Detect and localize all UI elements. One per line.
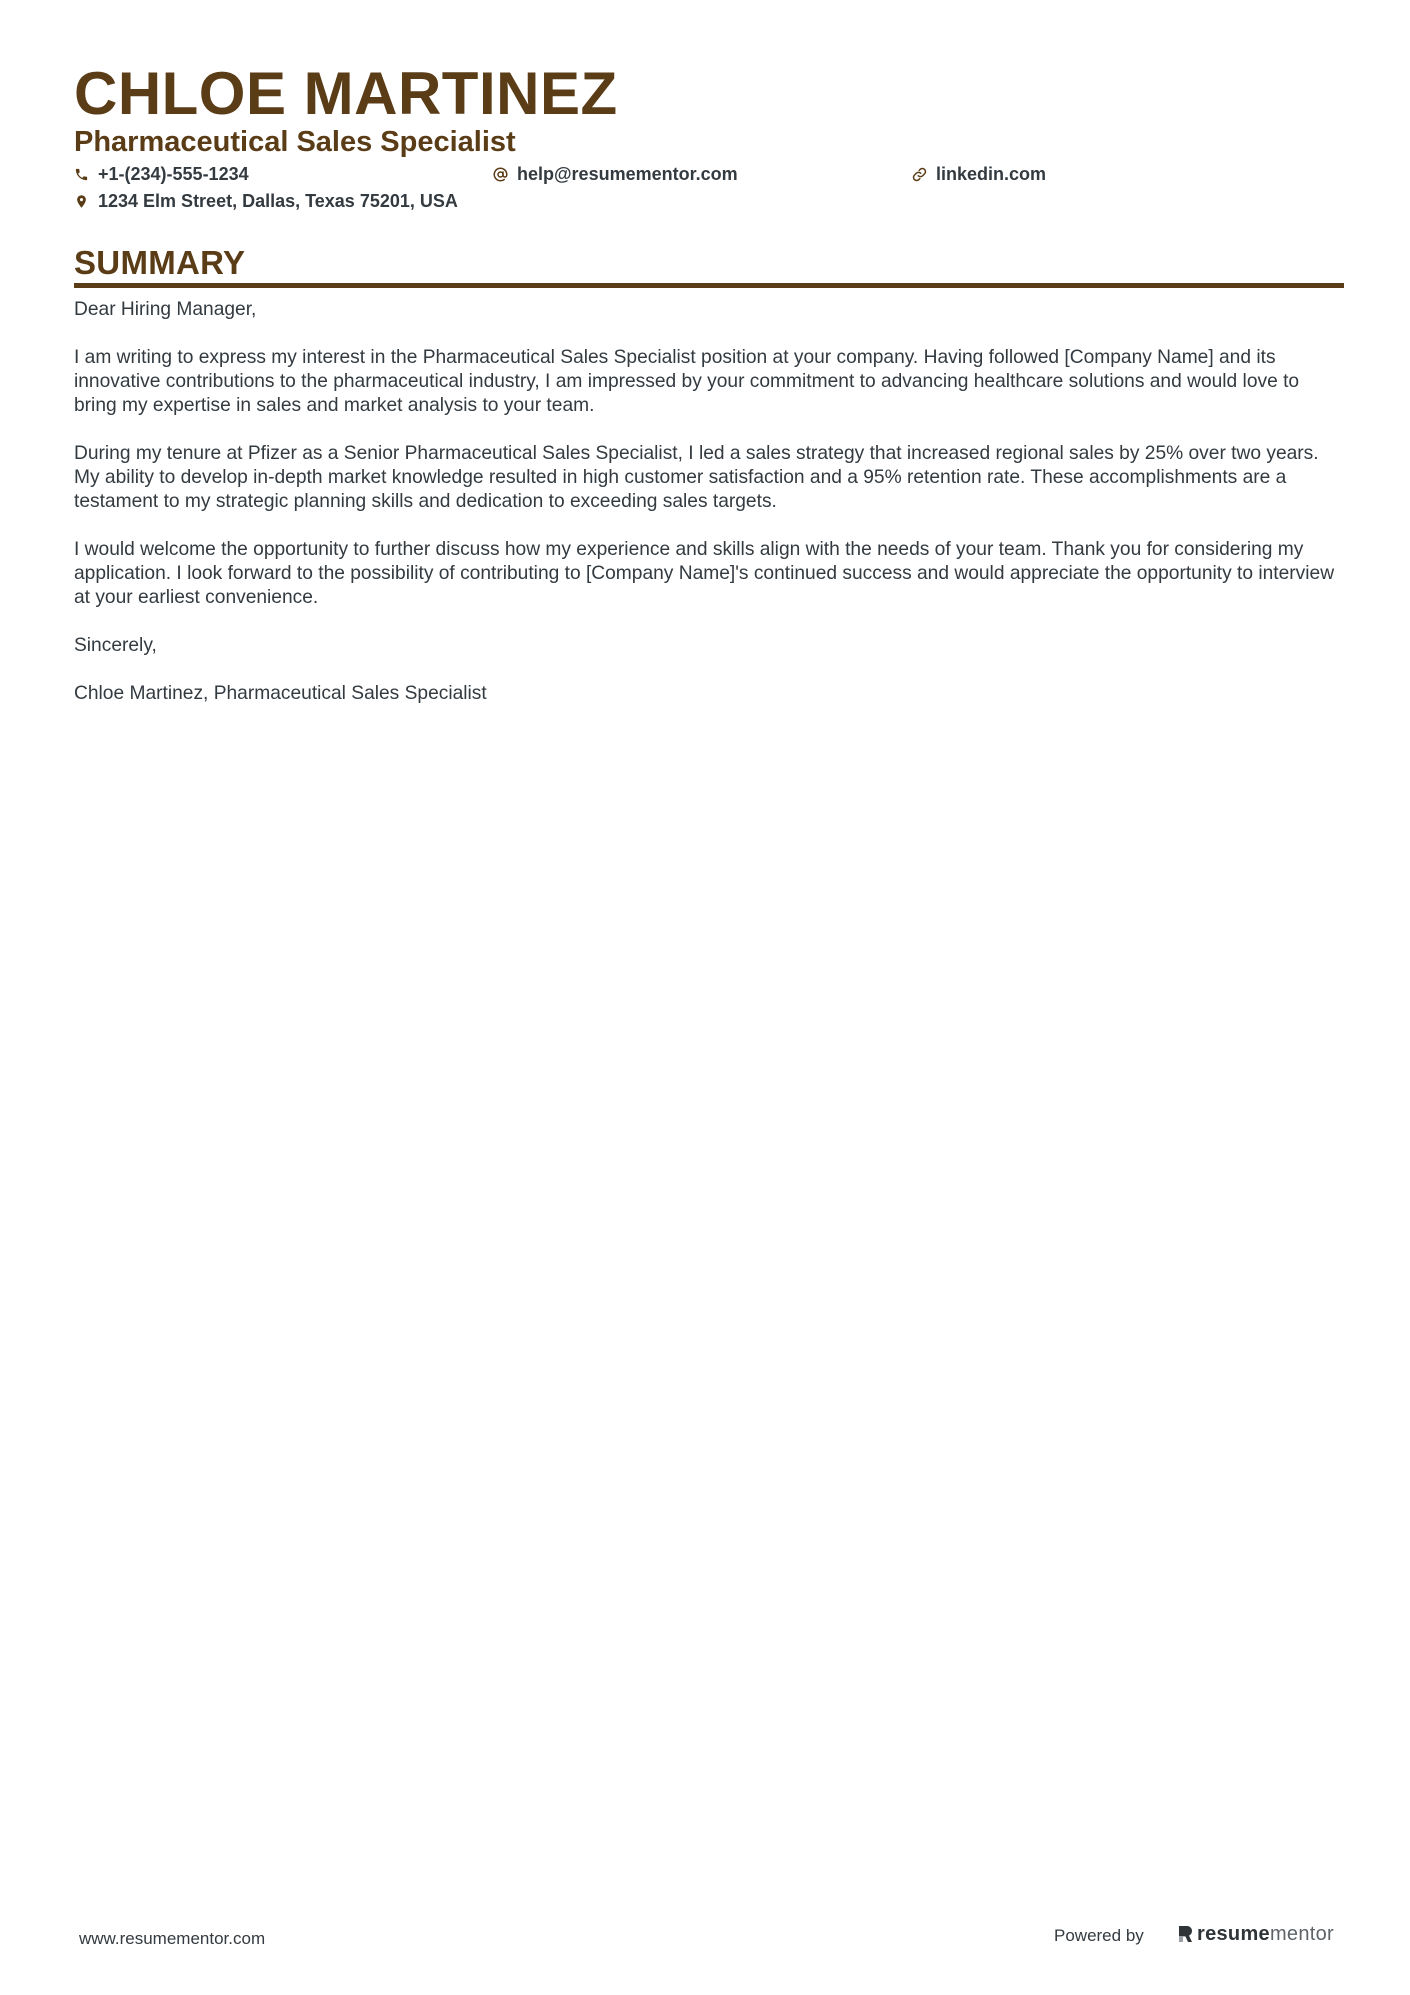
brand-logo[interactable]: [1177, 1922, 1334, 1946]
section-divider: [74, 283, 1344, 288]
contact-linkedin: [912, 162, 1046, 186]
contact-phone: [74, 162, 249, 186]
address-text: 1234 Elm Street, Dallas, Texas 75201, USA: [98, 191, 458, 211]
letter-body: [74, 298, 1344, 730]
job-title: Pharmaceutical Sales Specialist: [74, 126, 516, 158]
candidate-name: CHLOE MARTINEZ: [74, 60, 618, 127]
brand-wordmark-bold: resume: [1197, 1923, 1270, 1945]
section-heading-summary: SUMMARY: [74, 244, 246, 281]
powered-by-label: Powered by: [1054, 1926, 1144, 1945]
brand-wordmark: [1197, 1922, 1334, 1946]
at-sign-icon: [493, 167, 508, 182]
contact-address: [74, 189, 458, 213]
phone-icon: [74, 167, 89, 182]
letter-paragraph: I would welcome the opportunity to further discuss how my experience and skills align with the needs of your team. Thank you for considering my application. I look forward to the possibility of contributing to [Company Name]'s continued success and would appreciate the opportunity to interview at your earliest convenience.: [74, 539, 1335, 608]
salutation: Dear Hiring Manager,: [74, 299, 257, 320]
resumementor-logo-icon: [1177, 1924, 1194, 1944]
phone-text: +1-(234)-555-1234: [98, 164, 249, 184]
link-icon: [912, 167, 927, 182]
closing: Sincerely,: [74, 635, 157, 656]
linkedin-text: linkedin.com: [936, 164, 1047, 184]
location-pin-icon: [74, 194, 89, 209]
letter-paragraph: I am writing to express my interest in the Pharmaceutical Sales Specialist position at your company. Having followed [Company Name] and its innovative contributions to the pharmaceutical industry, I am impressed by your commitment to advancing healthcare solutions and would love to bring my expertise in sales and market analysis to your team.: [74, 347, 1300, 416]
contact-email: [493, 162, 738, 186]
footer-website-link[interactable]: www.resumementor.com: [79, 1929, 266, 1948]
signature: Chloe Martinez, Pharmaceutical Sales Specialist: [74, 683, 487, 704]
email-text: help@resumementor.com: [517, 164, 738, 184]
brand-wordmark-light: mentor: [1269, 1923, 1334, 1945]
letter-paragraph: During my tenure at Pfizer as a Senior Pharmaceutical Sales Specialist, I led a sales strategy that increased regional sales by 25% over two years. My ability to develop in-depth market knowledge resulted in high customer satisfaction and a 95% retention rate. These accomplishments are a testament to my strategic planning skills and dedication to exceeding sales targets.: [74, 443, 1319, 512]
